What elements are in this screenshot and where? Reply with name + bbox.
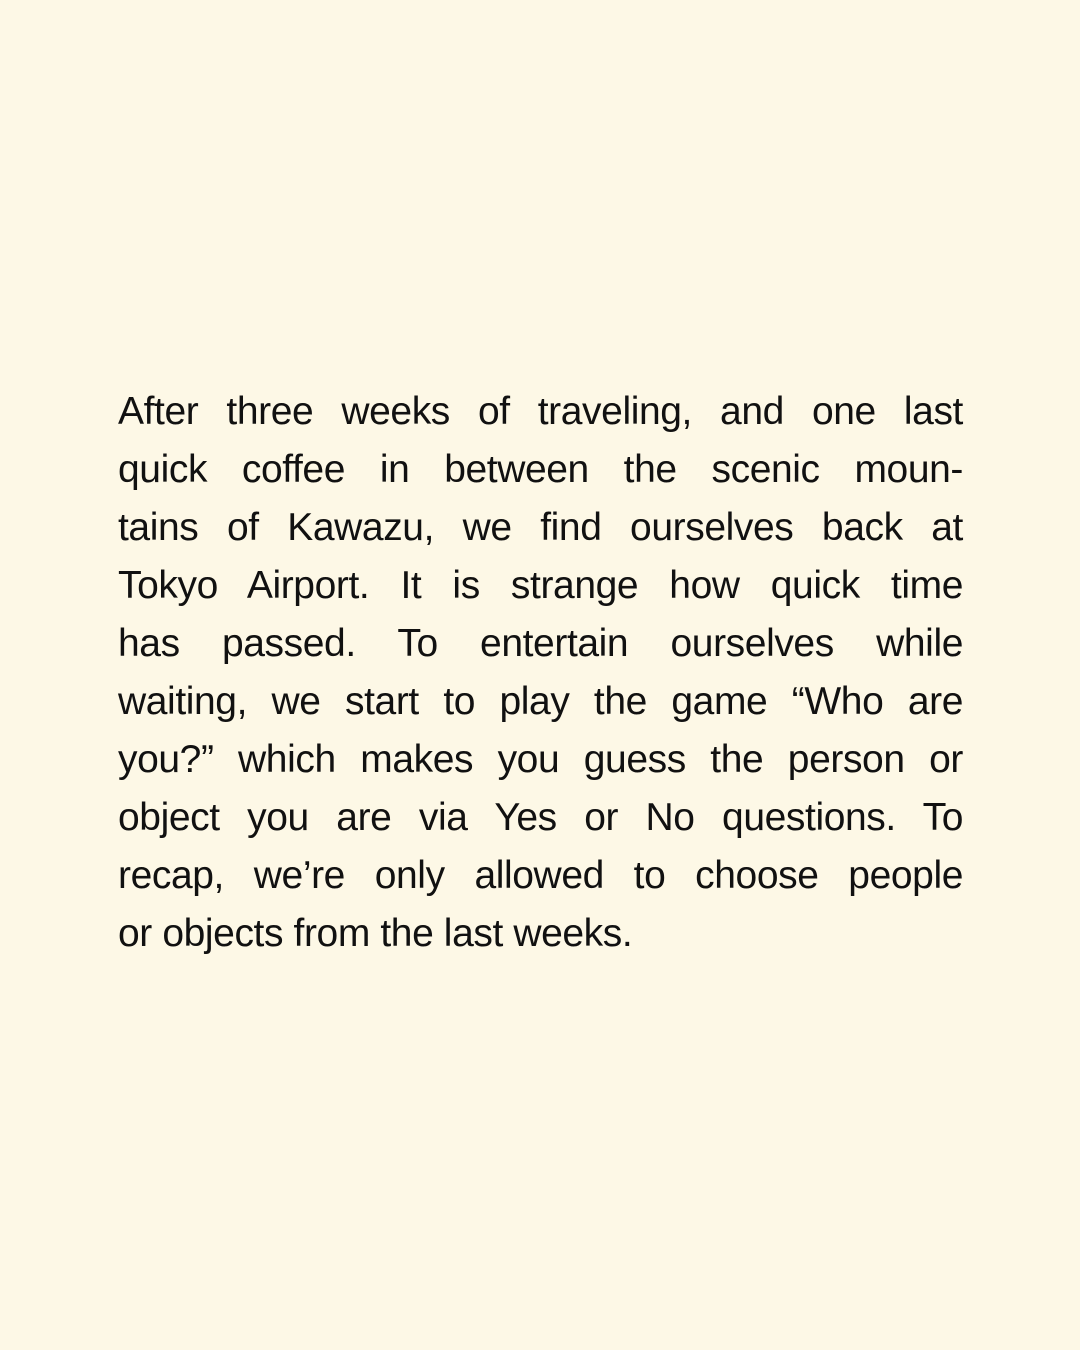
body-paragraph (118, 383, 963, 963)
paragraph-line: has passed. To entertain ourselves while (118, 622, 963, 665)
paragraph-line: quick coffee in between the scenic moun- (118, 448, 963, 491)
paragraph-line: object you are via Yes or No questions. To (118, 796, 963, 839)
paragraph-line: After three weeks of traveling, and one last (118, 390, 963, 433)
paragraph-line: recap, we’re only allowed to choose people (118, 854, 963, 897)
paragraph-line: or objects from the last weeks. (118, 912, 633, 955)
paragraph-line: waiting, we start to play the game “Who are (118, 680, 963, 723)
paragraph-line: you?” which makes you guess the person or (118, 738, 963, 781)
paragraph-line: tains of Kawazu, we find ourselves back at (118, 506, 963, 549)
paragraph-line: Tokyo Airport. It is strange how quick time (118, 564, 963, 607)
